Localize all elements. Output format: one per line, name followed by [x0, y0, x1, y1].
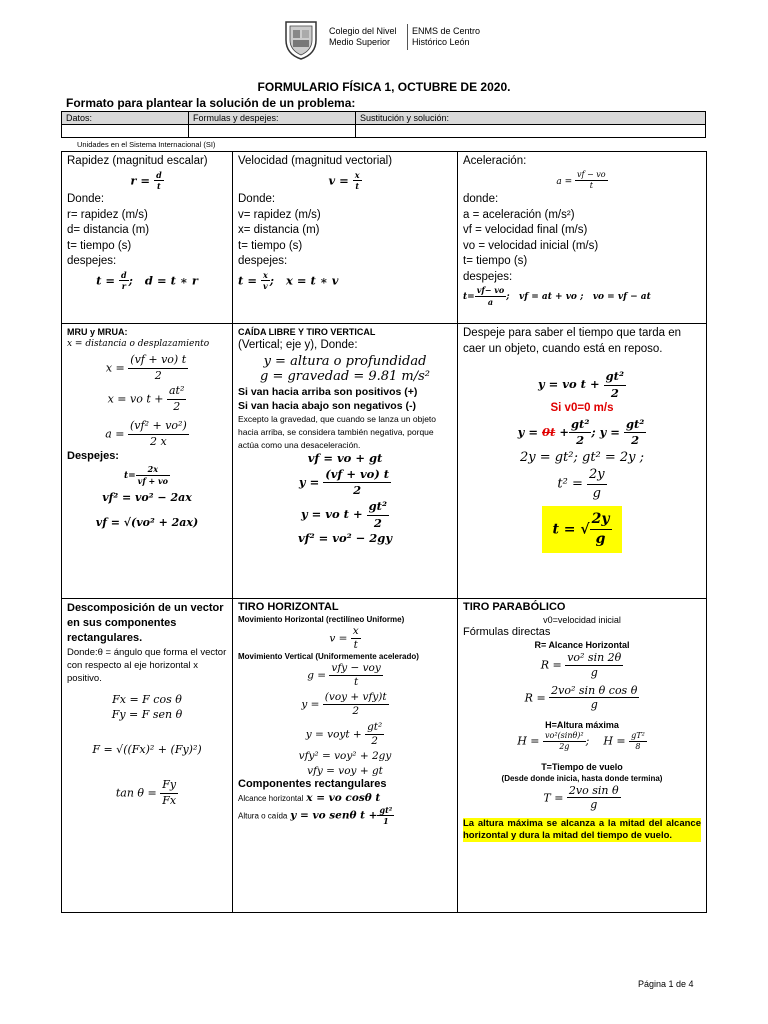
- formula: vf = at + vo ;: [519, 292, 584, 302]
- despeje-formula-3: 2y = gt²; gt² = 2y ;: [519, 449, 645, 465]
- horizontal-formula-5: vfy² = voy² + 2gy: [298, 749, 392, 762]
- caida-formula-4: vf² = vo² − 2gy: [297, 531, 393, 546]
- campus-name: [412, 26, 480, 48]
- formula: x = vo cosθ t: [306, 791, 381, 804]
- org-name: [329, 26, 397, 48]
- label: Altura o caída: [238, 811, 288, 821]
- formula: vo = vf − at: [592, 292, 651, 302]
- fraction: [590, 510, 612, 549]
- horizontal-formula-1: [238, 625, 452, 652]
- horizontal-comp-title: Componentes rectangulares: [238, 778, 387, 790]
- parabolico-t: [463, 784, 701, 813]
- formula-lhs: a =: [105, 427, 125, 440]
- numerator: vf− vo: [476, 285, 505, 296]
- denominator: g: [590, 698, 598, 712]
- formula-lhs: x = vo t +: [107, 392, 164, 406]
- format-col-sustitucion: Sustitución y solución:: [356, 112, 706, 125]
- parabolico-r2: [463, 684, 701, 713]
- velocidad-formula: [238, 170, 452, 193]
- parabolico-altura: H=Altura máxima: [545, 720, 619, 730]
- formula-lhs: g =: [307, 669, 327, 682]
- denominator: v: [263, 281, 268, 292]
- vector-formula-1: Fx = F cos θ: [112, 693, 182, 707]
- numerator: Fy: [160, 778, 178, 794]
- numerator: 2y: [590, 510, 612, 530]
- aceleracion-despejes-formulas: t= $\frac{vf- vo}{a}$ ; vf = at + vo ; vo = vf − at: [463, 285, 651, 307]
- denominator: 2: [154, 369, 162, 383]
- parabolico-r1: [463, 651, 701, 680]
- fraction: [119, 270, 129, 293]
- velocidad-title: Velocidad (magnitud vectorial): [238, 155, 393, 167]
- denominator: 8: [635, 742, 641, 752]
- horizontal-title: TIRO HORIZONTAL: [238, 601, 339, 613]
- numerator: at²: [167, 384, 186, 400]
- fraction: [329, 662, 382, 689]
- fraction: [353, 170, 362, 193]
- header-divider: [407, 24, 408, 50]
- numerator: vo² sin 2θ: [567, 651, 622, 664]
- horizontal-altura: [238, 805, 452, 826]
- formula-lhs: y = voyt +: [305, 728, 362, 741]
- cell-rapidez: [62, 152, 233, 324]
- formula-grid: [61, 151, 707, 913]
- formula-lhs: y =: [301, 698, 320, 711]
- parabolico-v0: v0=velocidad inicial: [543, 614, 621, 625]
- formula-lhs: t =: [552, 521, 576, 538]
- mru-despejes: Despejes:: [67, 450, 119, 463]
- fraction: [136, 464, 170, 487]
- fraction: [167, 384, 186, 415]
- denominator: 2: [353, 483, 362, 498]
- operator: +: [559, 424, 569, 439]
- formula-lhs: H =: [517, 734, 540, 748]
- format-table: [61, 111, 706, 138]
- format-cell: [356, 125, 706, 138]
- rapidez-formula: [67, 170, 227, 193]
- denominator: 2: [576, 433, 585, 448]
- denominator: t: [353, 676, 359, 689]
- parabolico-title: TIRO PARABÓLICO: [463, 601, 566, 613]
- mru-title: MRU y MRUA:: [67, 327, 128, 337]
- si-note: Unidades en el Sistema Internacional (SI): [77, 140, 216, 149]
- parabolico-note: La altura máxima se alcanza a la mitad del alcance horizontal y dura la mitad del tiempo de vuelo.: [463, 818, 701, 841]
- org-line-1: Colegio del Nivel: [329, 26, 397, 36]
- operator: ; y =: [591, 424, 620, 439]
- numerator: gt²: [379, 804, 393, 815]
- denominator: g: [592, 485, 601, 501]
- rapidez-donde: Donde:: [67, 193, 105, 206]
- fraction: [475, 285, 507, 308]
- rapidez-title: Rapidez (magnitud escalar): [67, 155, 208, 167]
- caida-formula-3: [238, 499, 452, 531]
- fraction: [587, 466, 607, 502]
- numerator: (voy + vfy)t: [323, 691, 389, 705]
- formula-lhs: tan θ =: [115, 786, 157, 800]
- formula-lhs: t =: [96, 272, 116, 287]
- formula-lhs: H =: [603, 734, 626, 748]
- caida-formula-2: [238, 467, 452, 499]
- denominator: g: [590, 665, 598, 679]
- org-line-2: Medio Superior: [329, 37, 391, 47]
- parabolico-alcance: R= Alcance Horizontal: [534, 639, 630, 650]
- rapidez-line: r= rapidez (m/s): [67, 208, 148, 221]
- numerator: 2vo² sin θ cos θ: [551, 683, 638, 697]
- struck-term: 0t: [541, 424, 556, 439]
- formula-lhs: y = vo t +: [537, 377, 600, 392]
- vector-formula-4: [67, 778, 227, 809]
- denominator: 2: [352, 705, 360, 718]
- mru-despeje-2: vf² = vo² − 2ax: [102, 490, 192, 504]
- despeje-formula-2: [463, 417, 701, 449]
- label: Alcance horizontal: [238, 793, 304, 803]
- campus-line-1: ENMS de Centro: [412, 26, 481, 36]
- denominator: g: [595, 531, 606, 548]
- fraction: [154, 170, 164, 193]
- fraction: [377, 805, 394, 826]
- aceleracion-despejes: despejes:: [463, 270, 513, 283]
- numerator: gt²: [604, 369, 626, 386]
- numerator: (vf² + vo²): [128, 419, 189, 435]
- mru-despeje-3: vf = √(vo² + 2ax): [95, 515, 199, 529]
- aceleracion-donde: donde:: [463, 193, 499, 206]
- mru-x-def: x = distancia o desplazamiento: [67, 339, 210, 350]
- denominator: r: [121, 281, 126, 292]
- parabolico-directas: Fórmulas directas: [463, 626, 551, 638]
- numerator: (vf + vo) t: [323, 467, 391, 484]
- denominator: 2g: [559, 742, 570, 752]
- aceleracion-title: Aceleración:: [463, 155, 527, 167]
- fraction: [351, 625, 361, 652]
- cell-caida-libre: [233, 324, 458, 599]
- horizontal-formula-3: [238, 691, 452, 718]
- fraction: [543, 731, 586, 752]
- horizontal-formula-6: vfy = voy + gt: [307, 764, 383, 777]
- velocidad-line: x= distancia (m): [238, 224, 320, 237]
- caida-y-def: y = altura o profundidad: [263, 353, 427, 369]
- numerator: 2y: [587, 466, 607, 485]
- parabolico-h: H = $\frac{\text{vo²(sinθ)²}}{2g}$ ; H = $\frac{\text{gT²}}{8}$: [517, 731, 645, 752]
- fraction: [365, 721, 384, 748]
- numerator: (vf + vo) t: [128, 353, 188, 369]
- vector-donde: Donde:θ = ángulo que forma el vector con respecto al eje horizontal x positivo.: [67, 646, 227, 685]
- despeje-title: Despeje para saber el tiempo que tarda en caer un objeto, cuando está en reposo.: [463, 327, 682, 355]
- formula-lhs: r =: [130, 172, 151, 187]
- denominator: 1: [383, 815, 389, 826]
- numerator: gt²: [624, 417, 646, 434]
- formula-lhs: a =: [556, 176, 573, 187]
- caida-note: Excepto la gravedad, que cuando se lanza un objeto hacia arriba, se considera también negativa, porque actúa como una desaceleración.: [238, 414, 437, 450]
- numerator: d: [121, 269, 127, 280]
- vector-formula-2: Fy = F sen θ: [111, 708, 183, 722]
- fraction: [624, 417, 646, 449]
- fraction: [128, 419, 189, 450]
- formula-lhs: t=: [123, 470, 136, 481]
- fraction: [565, 651, 623, 680]
- horizontal-mov-v: Movimiento Vertical (Uniformemente acelerado): [238, 652, 419, 661]
- velocidad-despejes-formulas: t = $\frac{x}{v}$ ; x = t ∗ v: [238, 269, 339, 292]
- aceleracion-line: vo = velocidad inicial (m/s): [463, 239, 599, 252]
- caida-abajo: Si van hacia abajo son negativos (-): [238, 400, 416, 413]
- velocidad-line: t= tiempo (s): [238, 239, 303, 252]
- aceleracion-line: vf = velocidad final (m/s): [463, 224, 588, 237]
- despeje-formula-4: [463, 466, 701, 502]
- fraction: [604, 369, 626, 401]
- formula-lhs: v =: [328, 172, 349, 187]
- denominator: 2: [610, 385, 619, 400]
- caida-title: CAÍDA LIBRE Y TIRO VERTICAL: [238, 327, 376, 337]
- header: [0, 18, 768, 60]
- numerator: gT²: [631, 731, 645, 741]
- numerator: x: [351, 625, 361, 639]
- rapidez-line: t= tiempo (s): [67, 239, 132, 252]
- numerator: 2vo sin θ: [568, 783, 619, 797]
- denominator: a: [487, 297, 494, 307]
- horizontal-formula-4: [238, 721, 452, 748]
- horizontal-formula-2: [238, 662, 452, 689]
- velocidad-line: v= rapidez (m/s): [238, 208, 321, 221]
- fraction: [575, 170, 608, 193]
- formula: x = t ∗ v: [286, 272, 339, 287]
- fraction: [549, 684, 639, 713]
- format-col-datos: Datos:: [62, 112, 189, 125]
- format-cell: [189, 125, 356, 138]
- page-number: Página 1 de 4: [638, 979, 694, 989]
- school-seal-icon: [283, 18, 319, 60]
- fraction: [160, 778, 178, 809]
- cell-tiro-horizontal: [233, 599, 458, 913]
- formula-lhs: y = vo t +: [300, 507, 363, 521]
- fraction: [323, 691, 389, 718]
- page-title: FORMULARIO FÍSICA 1, OCTUBRE DE 2020.: [257, 80, 511, 94]
- mru-formula-2: [67, 384, 227, 415]
- fraction: [569, 417, 591, 449]
- cell-vector: [62, 599, 233, 913]
- despeje-formula-1: [463, 369, 701, 401]
- rapidez-despejes: despejes:: [67, 255, 117, 268]
- cell-tiro-parabolico: [458, 599, 707, 913]
- denominator: 2: [173, 399, 181, 413]
- denominator: t: [353, 638, 358, 651]
- rapidez-despejes-formulas: t = $\frac{d}{r}$ ; d = t ∗ r: [96, 269, 198, 292]
- numerator: d: [156, 169, 162, 180]
- aceleracion-line: a = aceleración (m/s²): [463, 208, 575, 221]
- fraction: [367, 499, 389, 531]
- denominator: t: [157, 181, 161, 192]
- cell-despeje-tiempo: [458, 324, 707, 599]
- formula-lhs: v =: [329, 632, 348, 645]
- numerator: 2x: [136, 464, 170, 476]
- denominator: t: [589, 181, 593, 191]
- formula-lhs: t =: [238, 272, 257, 287]
- formula-lhs: y =: [517, 424, 538, 439]
- mru-despeje-1: [67, 464, 227, 487]
- denominator: 2: [373, 515, 382, 530]
- formula-lhs: R =: [524, 690, 546, 704]
- fraction: [629, 731, 647, 752]
- aceleracion-formula: [463, 170, 701, 193]
- cell-aceleracion: [458, 152, 707, 324]
- rapidez-line: d= distancia (m): [67, 224, 150, 237]
- fraction: [128, 353, 188, 384]
- numerator: vo²(sinθ)²: [545, 731, 584, 741]
- format-cell: [62, 125, 189, 138]
- caida-arriba: Si van hacia arriba son positivos (+): [238, 385, 418, 398]
- mru-formula-1: [67, 353, 227, 384]
- vector-formula-3: F = √((Fx)² + (Fy)²): [92, 743, 202, 757]
- vector-title: Descomposición de un vector en sus componentes rectangulares.: [67, 602, 224, 644]
- fraction: [323, 467, 391, 499]
- formula-lhs: y =: [298, 474, 320, 489]
- caida-g-def: g = gravedad = 9.81 m/s²: [259, 369, 431, 385]
- denominator: Fx: [162, 793, 177, 807]
- formula-lhs: x =: [105, 361, 125, 375]
- parabolico-vuelo-note: (Desde donde inicia, hasta donde termina): [501, 773, 663, 783]
- formula-lhs: t=: [463, 292, 475, 302]
- horizontal-alcance: [238, 792, 452, 805]
- formula-lhs: R =: [540, 658, 562, 672]
- caida-subtitle: (Vertical; eje y), Donde:: [238, 339, 358, 352]
- caida-formula-1: vf = vo + gt: [307, 451, 383, 466]
- numerator: x: [262, 269, 268, 280]
- mru-formula-3: [67, 419, 227, 450]
- formula: d = t ∗ r: [144, 272, 198, 287]
- numerator: gt²: [367, 499, 389, 516]
- denominator: g: [590, 798, 598, 812]
- fraction: [261, 270, 270, 293]
- horizontal-mov-h: Movimiento Horizontal (rectilíneo Uniforme): [238, 614, 405, 624]
- denominator: t: [355, 181, 360, 192]
- page-subtitle: Formato para plantear la solución de un problema:: [66, 96, 356, 110]
- campus-line-2: Histórico León: [412, 37, 470, 47]
- fraction: [567, 784, 621, 813]
- numerator: vf − vo: [575, 170, 608, 182]
- despeje-result: t = √ $\frac{2y}{g}$: [542, 506, 621, 553]
- denominator: 2: [631, 433, 640, 448]
- numerator: x: [354, 169, 360, 180]
- velocidad-donde: Donde:: [238, 193, 276, 206]
- parabolico-vuelo: T=Tiempo de vuelo: [541, 762, 623, 773]
- format-col-formulas: Formulas y despejes:: [189, 112, 356, 125]
- despeje-condition: Si v0=0 m/s: [550, 402, 614, 415]
- numerator: vfy − voy: [329, 662, 382, 676]
- numerator: gt²: [365, 721, 384, 735]
- denominator: 2: [371, 734, 378, 747]
- numerator: gt²: [569, 417, 591, 434]
- formula-lhs: T =: [543, 790, 564, 804]
- cell-mru: [62, 324, 233, 599]
- denominator: 2 x: [150, 434, 167, 448]
- aceleracion-line: t= tiempo (s): [463, 255, 528, 268]
- formula-lhs: t² =: [557, 476, 583, 492]
- despeje-result-box: [463, 506, 701, 553]
- cell-velocidad: [233, 152, 458, 324]
- velocidad-despejes: despejes:: [238, 255, 288, 268]
- formula: y = vo senθ t +: [290, 809, 378, 822]
- denominator: vf + vo: [137, 475, 169, 486]
